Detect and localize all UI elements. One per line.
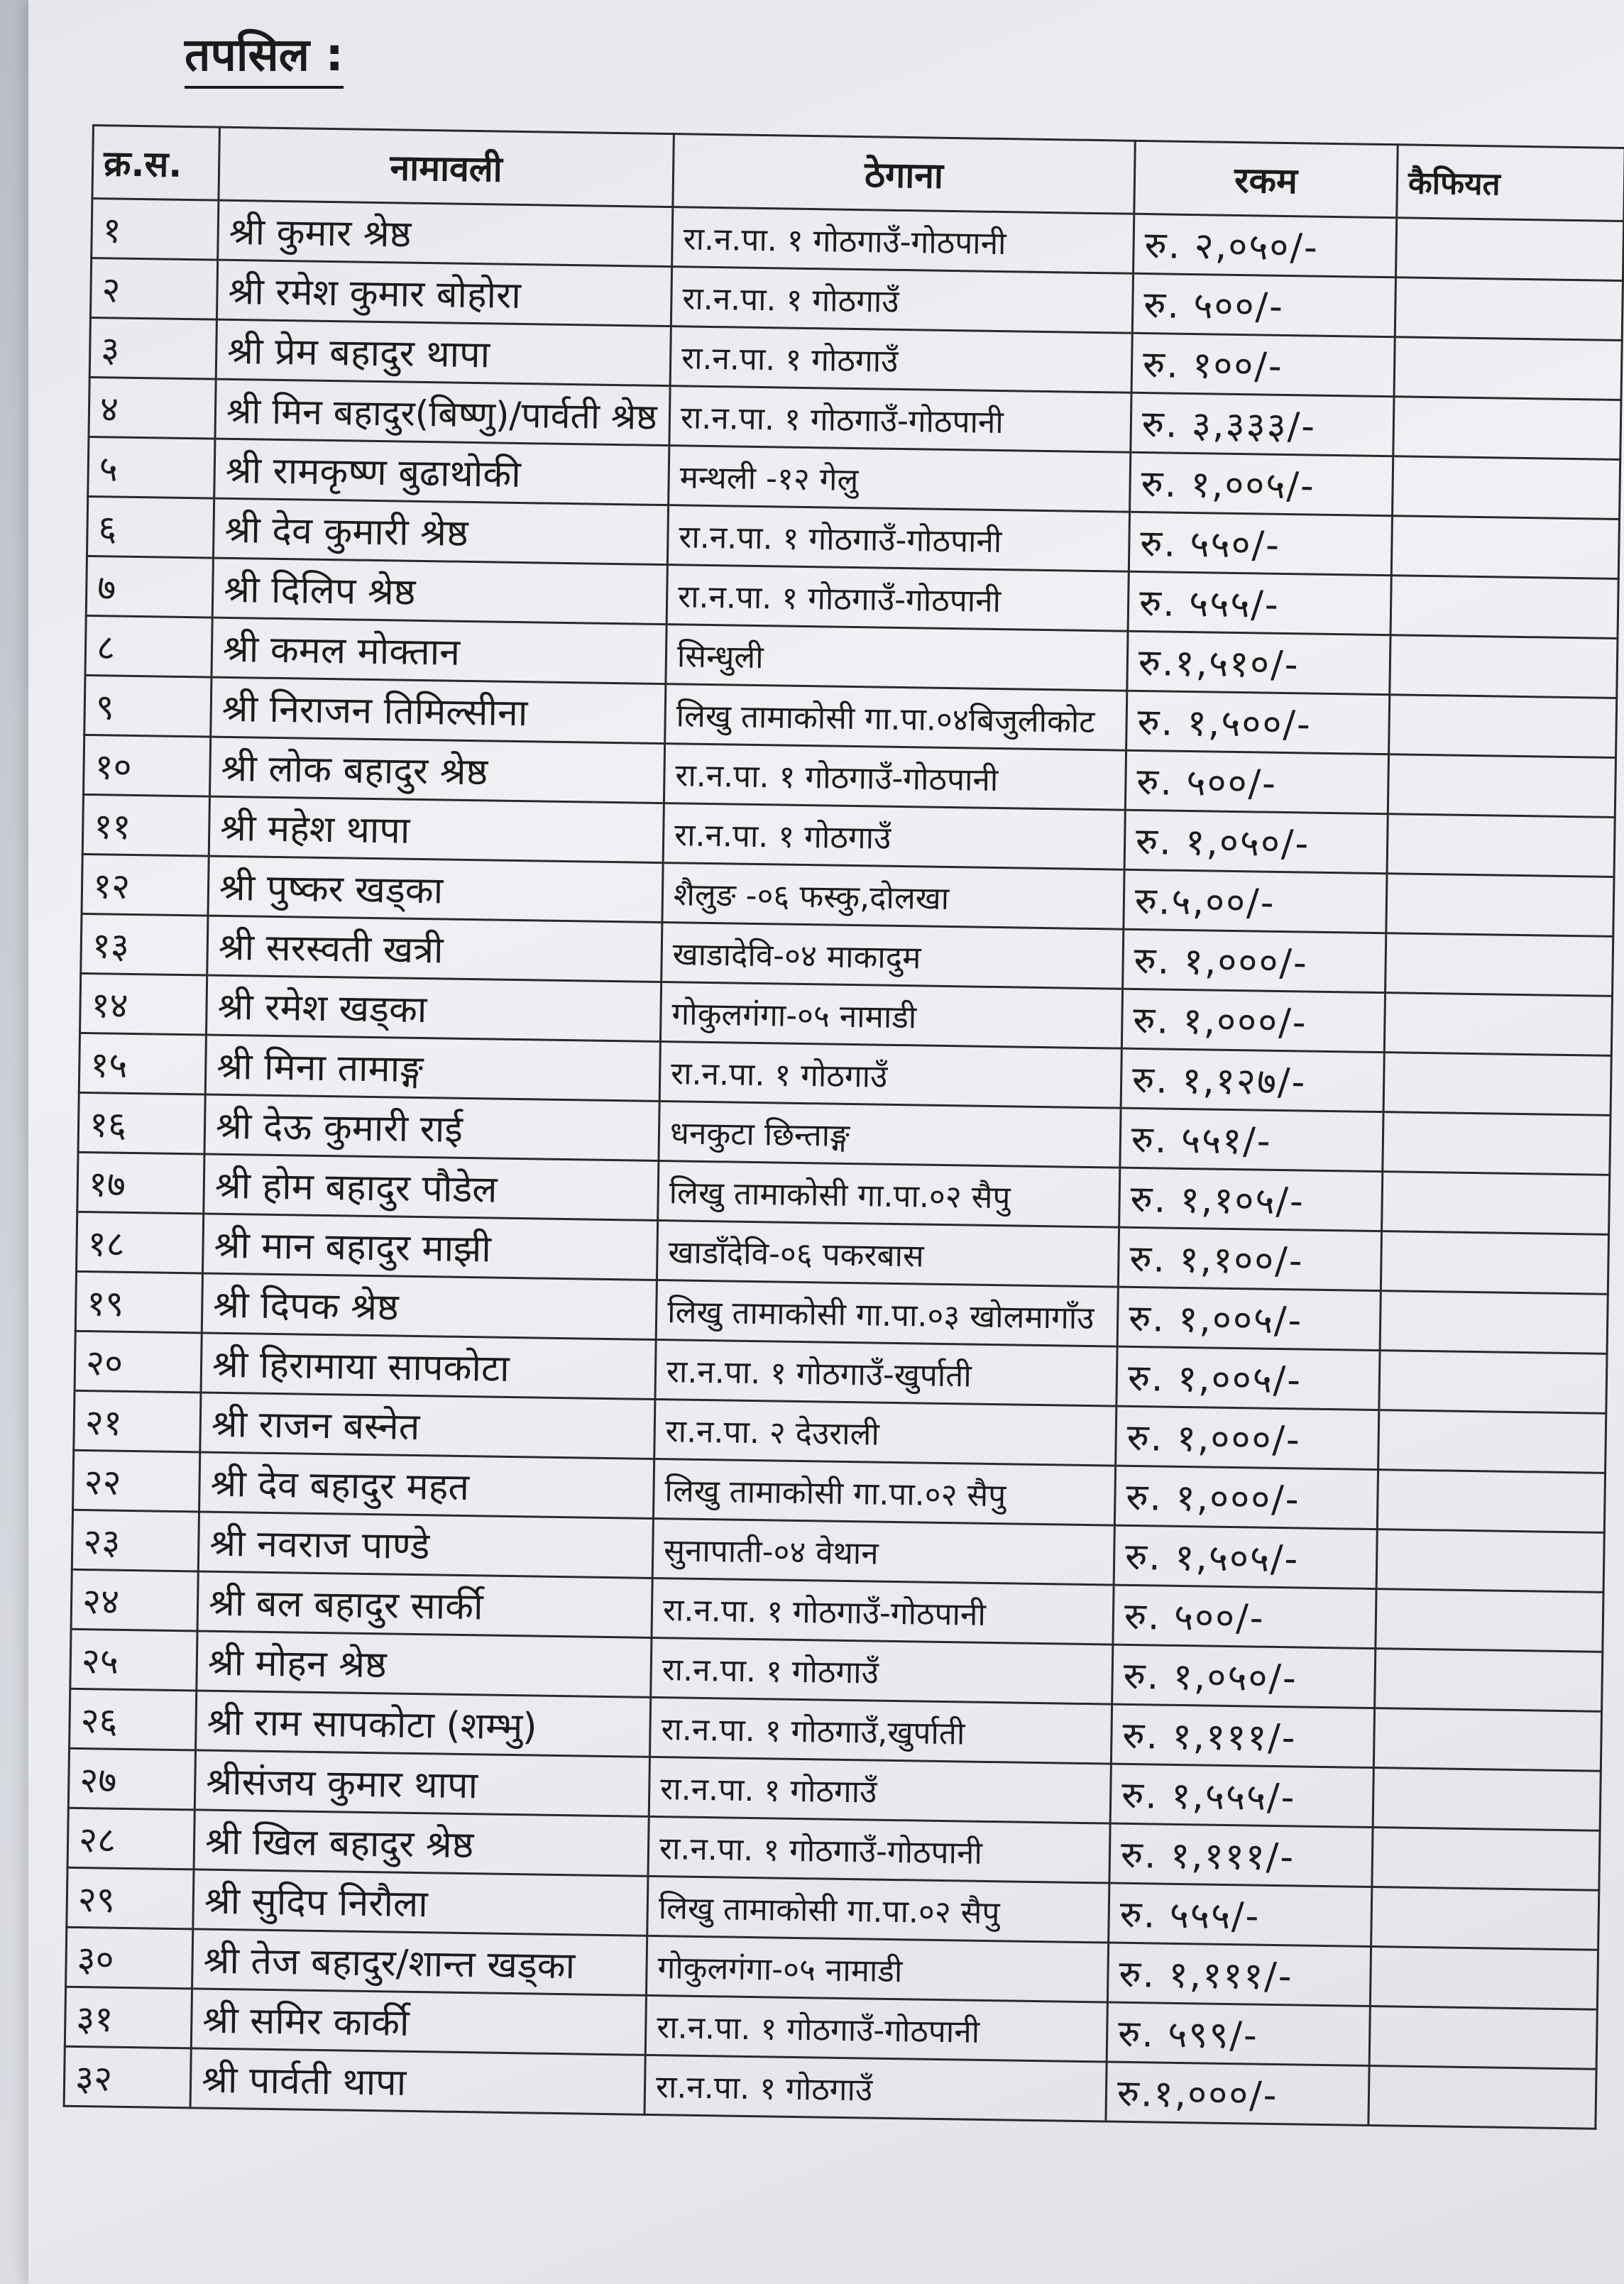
remarks-cell [1390,635,1618,698]
serial-number-cell: १६ [78,1092,205,1154]
remarks-cell [1396,218,1624,281]
remarks-cell [1373,1768,1601,1831]
amount-cell: रु. १,५५५/- [1110,1764,1373,1827]
serial-number-cell: ७ [86,556,213,617]
name-cell: श्री राम सापकोटा (शम्भु) [196,1691,651,1757]
details-table-container [63,124,1624,2130]
amount-cell: रु. १,१११/- [1111,1704,1374,1767]
remarks-cell [1369,2006,1597,2069]
remarks-cell [1384,993,1612,1056]
serial-number-cell: १२ [82,854,209,916]
column-header-name: नामावली [219,127,674,207]
serial-number-cell: ३१ [65,1987,192,2048]
address-cell: रा.न.पा. १ गोठगाउँ [649,1757,1111,1823]
name-cell: श्री लोक बहादुर श्रेष्ठ [209,737,664,803]
remarks-cell [1377,1470,1605,1533]
serial-number-cell: २१ [74,1390,201,1452]
remarks-cell [1387,814,1615,877]
remarks-cell [1383,1053,1611,1116]
page-heading: तपसिल : [185,28,344,89]
address-cell: रा.न.पा. २ देउराली [654,1399,1116,1466]
remarks-cell [1393,397,1621,460]
amount-cell: रु. १,००५/- [1116,1346,1380,1410]
amount-cell: रु. १,०००/- [1116,1406,1379,1469]
name-cell: श्री सुदिप निरौला [193,1870,648,1936]
column-header-remarks: कैफियत [1397,145,1624,221]
column-header-address: ठेगाना [673,134,1135,214]
address-cell: लिखु तामाकोसी गा.पा.०४बिजुलीकोट [665,684,1127,751]
name-cell: श्री रामकृष्ण बुढाथोकी [214,439,669,505]
serial-number-cell: ५ [88,437,215,498]
serial-number-cell: १४ [80,973,207,1035]
address-cell: गोकुलगंगा-०५ नामाडी [660,982,1122,1049]
serial-number-cell: १० [83,735,210,796]
address-cell: रा.न.पा. १ गोठगाउँ-गोठपानी [648,1816,1110,1883]
name-cell: श्रीसंजय कुमार थापा [194,1750,649,1816]
amount-cell: रु. १,००५/- [1117,1287,1381,1350]
amount-cell: रु. १,००५/- [1130,452,1393,515]
amount-cell: रु. १,५०५/- [1114,1525,1377,1588]
remarks-cell [1380,1291,1608,1354]
amount-cell: रु. ५५१/- [1120,1108,1383,1171]
amount-cell: रु.१,५१०/- [1127,631,1390,694]
name-cell: श्री खिल बहादुर श्रेष्ठ [194,1810,649,1876]
amount-cell: रु. १,०००/- [1123,929,1386,992]
address-cell: रा.न.पा. १ गोठगाउँ [644,2055,1107,2121]
serial-number-cell: १८ [77,1212,204,1273]
name-cell: श्री तेज बहादुर/शान्त खड्का [192,1929,647,1995]
remarks-cell [1394,337,1622,400]
address-cell: लिखु तामाकोसी गा.पा.०२ सैपु [658,1160,1120,1227]
column-header-serial: क्र.स. [92,126,220,201]
name-cell: श्री नवराज पाण्डे [198,1512,653,1578]
amount-cell: रु. १,१००/- [1118,1227,1381,1290]
remarks-cell [1386,933,1613,996]
name-cell: श्री रमेश खड्का [206,975,661,1041]
remarks-cell [1395,278,1623,341]
address-cell: खाडाँदेवि-०६ पकरबास [657,1220,1119,1287]
serial-number-cell: २९ [67,1867,194,1929]
address-cell: सिन्धुली [666,625,1128,691]
amount-cell: रु. ५५५/- [1128,571,1391,635]
name-cell: श्री देव कुमारी श्रेष्ठ [213,498,668,564]
name-cell: श्री बल बहादुर सार्की [197,1571,652,1637]
amount-cell: रु. ५९९/- [1107,2002,1370,2065]
remarks-cell [1381,1231,1608,1295]
serial-number-cell: २७ [68,1748,195,1810]
remarks-cell [1376,1530,1604,1593]
name-cell: श्री समिर कार्की [191,1989,646,2055]
serial-number-cell: ४ [89,377,216,439]
remarks-cell [1390,576,1618,639]
serial-number-cell: ३२ [64,2046,191,2108]
name-cell: श्री दिपक श्रेष्ठ [202,1273,657,1339]
serial-number-cell: ३ [89,317,216,379]
remarks-cell [1372,1828,1600,1891]
serial-number-cell: १९ [75,1271,202,1333]
amount-cell: रु. ५००/- [1132,273,1395,336]
remarks-cell [1379,1351,1607,1414]
amount-cell: रु. १,०००/- [1121,989,1385,1052]
name-cell: श्री देऊ कुमारी राई [204,1094,659,1160]
address-cell: रा.न.पा. १ गोठगाउँ,खुर्पाती [649,1697,1112,1764]
name-cell: श्री प्रेम बहादुर थापा [216,319,671,385]
address-cell: गोकुलगंगा-०५ नामाडी [646,1936,1108,2002]
name-cell: श्री पार्वती थापा [190,2048,645,2114]
amount-cell: रु. ५५५/- [1109,1883,1372,1946]
serial-number-cell: २४ [71,1569,198,1631]
serial-number-cell: ९ [84,675,212,737]
name-cell: श्री महेश थापा [209,796,664,862]
name-cell: श्री राजन बस्नेत [200,1393,655,1459]
amount-cell: रु. १,१११/- [1107,1943,1371,2006]
address-cell: रा.न.पा. १ गोठगाउँ [663,803,1125,870]
remarks-cell [1375,1649,1603,1712]
amount-cell: रु. १,०००/- [1114,1466,1378,1529]
remarks-cell [1371,1887,1599,1950]
name-cell: श्री मोहन श्रेष्ठ [197,1631,652,1697]
name-cell: श्री कमल मोक्तान [212,617,666,683]
address-cell: लिखु तामाकोसी गा.पा.०३ खोलमागाँउ [656,1280,1118,1346]
amount-cell: रु.१,०००/- [1106,2062,1369,2125]
contribution-table [63,124,1624,2130]
serial-number-cell: २० [75,1331,202,1393]
serial-number-cell: ८ [85,615,212,677]
address-cell: रा.न.पा. १ गोठगाउँ [671,267,1133,334]
address-cell: रा.न.पा. १ गोठगाउँ-गोठपानी [672,207,1134,274]
column-header-amount: रकम [1134,141,1398,217]
remarks-cell [1393,456,1620,520]
name-cell: श्री होम बहादुर पौडेल [204,1154,659,1220]
name-cell: श्री कुमार श्रेष्ठ [218,200,673,266]
name-cell: श्री सरस्वती खत्री [207,916,662,982]
remarks-cell [1373,1708,1601,1772]
table-body [64,199,1624,2129]
serial-number-cell: १५ [79,1033,206,1094]
address-cell: रा.न.पा. १ गोठगाउँ [651,1637,1113,1704]
address-cell: सुनापाती-०४ वेथान [652,1518,1114,1585]
address-cell: खाडादेवि-०४ माकादुम [662,923,1124,989]
remarks-cell [1378,1410,1606,1473]
serial-number-cell: २६ [70,1689,197,1750]
remarks-cell [1376,1589,1603,1652]
name-cell: श्री मिन बहादुर(बिष्णु)/पार्वती श्रेष्ठ [215,379,670,445]
address-cell: रा.न.पा. १ गोठगाउँ-गोठपानी [669,386,1131,453]
remarks-cell [1370,1947,1598,2010]
amount-cell: रु. १,०५०/- [1112,1645,1376,1708]
address-cell: रा.न.पा. १ गोठगाउँ-गोठपानी [666,565,1129,632]
address-cell: रा.न.पा. १ गोठगाउँ-गोठपानी [664,744,1126,811]
name-cell: श्री देव बहादुर महत [199,1452,654,1518]
serial-number-cell: २ [90,258,217,320]
remarks-cell [1388,754,1615,818]
amount-cell: रु. १,०५०/- [1124,810,1388,873]
serial-number-cell: ६ [87,496,214,558]
address-cell: लिखु तामाकोसी गा.पा.०२ सैपु [653,1459,1115,1525]
serial-number-cell: ११ [82,794,209,856]
address-cell: रा.न.पा. १ गोठगाउँ-गोठपानी [652,1578,1114,1645]
amount-cell: रु. ३,३३३/- [1131,392,1394,456]
address-cell: रा.न.पा. १ गोठगाउँ [659,1042,1121,1109]
name-cell: श्री रमेश कुमार बोहोरा [216,260,671,326]
name-cell: श्री हिरामाया सापकोटा [201,1333,656,1399]
amount-cell: रु. १,५००/- [1126,691,1390,754]
serial-number-cell: १ [92,199,219,260]
serial-number-cell: २५ [70,1629,197,1691]
remarks-cell [1386,874,1614,937]
amount-cell: रु. ५५०/- [1129,512,1392,575]
remarks-cell [1391,516,1619,579]
remarks-cell [1382,1172,1610,1235]
amount-cell: रु. २,०५०/- [1134,214,1397,277]
amount-cell: रु. १००/- [1131,333,1395,396]
address-cell: रा.न.पा. १ गोठगाउँ-खुर्पाती [655,1339,1117,1406]
amount-cell: रु. ५००/- [1125,750,1388,813]
amount-cell: रु. १,१११/- [1109,1823,1373,1887]
remarks-cell [1383,1112,1611,1175]
name-cell: श्री मान बहादुर माझी [202,1214,657,1280]
address-cell: रा.न.पा. १ गोठगाउँ-गोठपानी [645,1995,1107,2062]
name-cell: श्री दिलिप श्रेष्ठ [212,558,667,624]
address-cell: लिखु तामाकोसी गा.पा.०२ सैपु [647,1876,1109,1943]
serial-number-cell: २२ [73,1450,200,1512]
address-cell: शैलुङ -०६ फस्कु,दोलखा [662,863,1124,930]
amount-cell: रु.५,००/- [1124,869,1387,933]
address-cell: मन्थली -१२ गेलु [669,446,1131,512]
name-cell: श्री पुष्कर खड्का [208,856,663,922]
serial-number-cell: ३० [66,1927,193,1989]
name-cell: श्री मिना तामाङ्ग [205,1035,660,1101]
serial-number-cell: १७ [77,1152,204,1214]
serial-number-cell: २३ [72,1510,199,1571]
serial-number-cell: १३ [81,913,208,975]
address-cell: रा.न.पा. १ गोठगाउँ-गोठपानी [667,505,1129,572]
amount-cell: रु. १,१२७/- [1121,1048,1384,1111]
address-cell: धनकुटा छिन्ताङ्ग [659,1102,1121,1168]
name-cell: श्री निराजन तिमिल्सीना [211,677,666,743]
amount-cell: रु. १,१०५/- [1119,1168,1383,1231]
remarks-cell [1368,2065,1596,2129]
address-cell: रा.न.पा. १ गोठगाउँ [670,326,1132,393]
amount-cell: रु. ५००/- [1113,1585,1376,1648]
serial-number-cell: २८ [67,1808,194,1870]
remarks-cell [1389,695,1617,758]
